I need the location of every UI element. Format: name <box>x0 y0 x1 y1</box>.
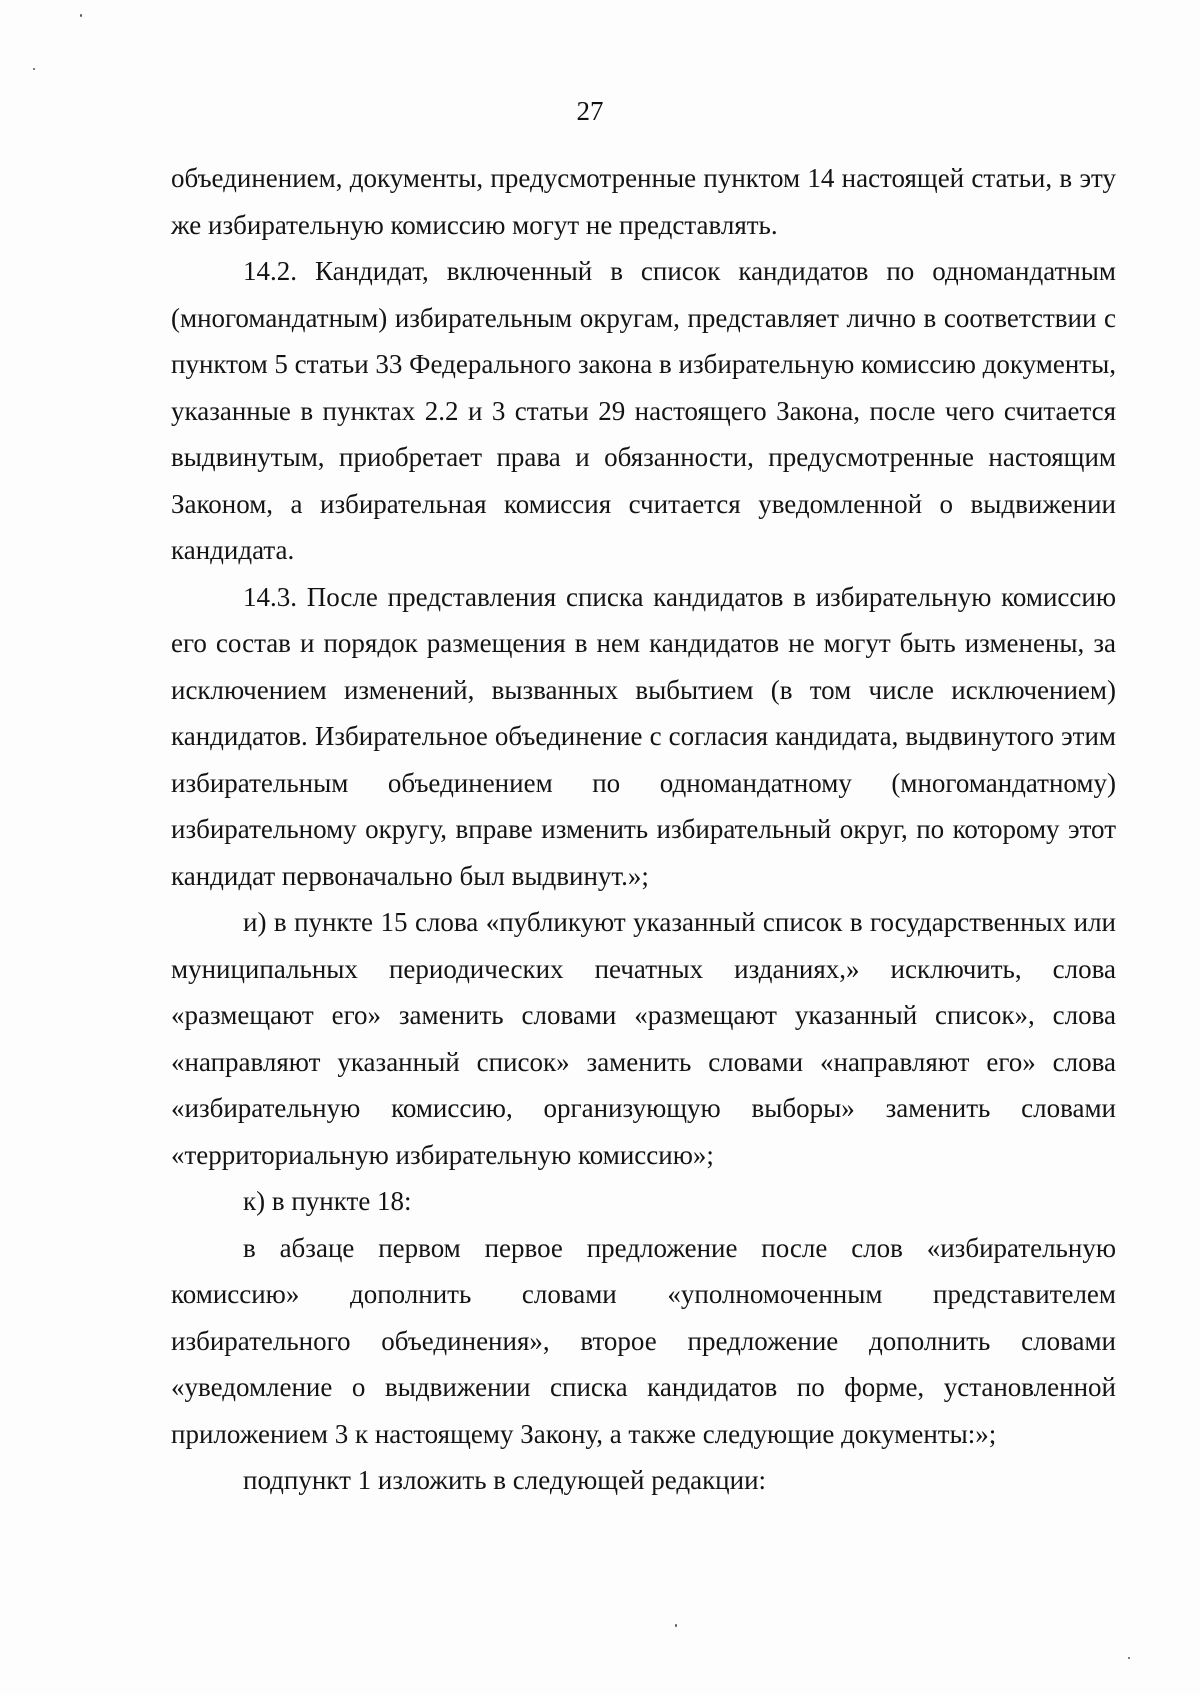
scan-speck <box>675 1624 677 1627</box>
scan-speck <box>33 68 35 70</box>
paragraph-continuation: объединением, документы, предусмотренные пунктом 14 настоящей статьи, в эту же избирательную комиссию могут не представлять. <box>171 163 1116 240</box>
document-body <box>171 155 1116 1504</box>
paragraph-item-i: и) в пункте 15 слова «публикуют указанный список в государственных или муниципальных периодических печатных изданиях,» исключить, слова «размещают его» заменить словами «размещают указанный список», слова «направляют указанный список» заменить словами «направляют его» слова «избирательную комиссию, организующую выборы» заменить словами «территориальную избирательную комиссию»; <box>171 907 1116 1170</box>
paragraph-14-3: 14.3. После представления списка кандидатов в избирательную комиссию его состав и порядок размещения в нем кандидатов не могут быть изменены, за исключением изменений, вызванных выбытием (в том числе исключением) кандидатов. Избирательное объединение с согласия кандидата, выдвинутого этим избирательным объединением по одномандатному (многомандатному) избирательному округу, вправе изменить избирательный округ, по которому этот кандидат первоначально был выдвинут.»; <box>171 581 1116 891</box>
scan-speck <box>80 14 82 17</box>
paragraph-item-k: к) в пункте 18: <box>243 1186 412 1216</box>
paragraph-14-2: 14.2. Кандидат, включенный в список кандидатов по одномандатным (многомандатным) избирательным округам, представляет лично в соответствии с пунктом 5 статьи 33 Федерального закона в избирательную комиссию документы, указанные в пунктах 2.2 и 3 статьи 29 настоящего Закона, после чего считается выдвинутым, приобретает права и обязанности, предусмотренные настоящим Законом, а избирательная комиссия считается уведомленной о выдвижении кандидата. <box>171 256 1116 565</box>
paragraph-first-subsection: в абзаце первом первое предложение после слов «избирательную комиссию» дополнить словами «уполномоченным представителем избирательного объединения», второе предложение дополнить словами «уведомление о выдвижении списка кандидатов по форме, установленной приложением 3 к настоящему Закону, а также следующие документы:»; <box>171 1232 1116 1449</box>
paragraph-subpoint-1: подпункт 1 изложить в следующей редакции: <box>243 1465 767 1495</box>
page-number: 27 <box>576 96 604 126</box>
scan-speck <box>1128 1657 1130 1659</box>
